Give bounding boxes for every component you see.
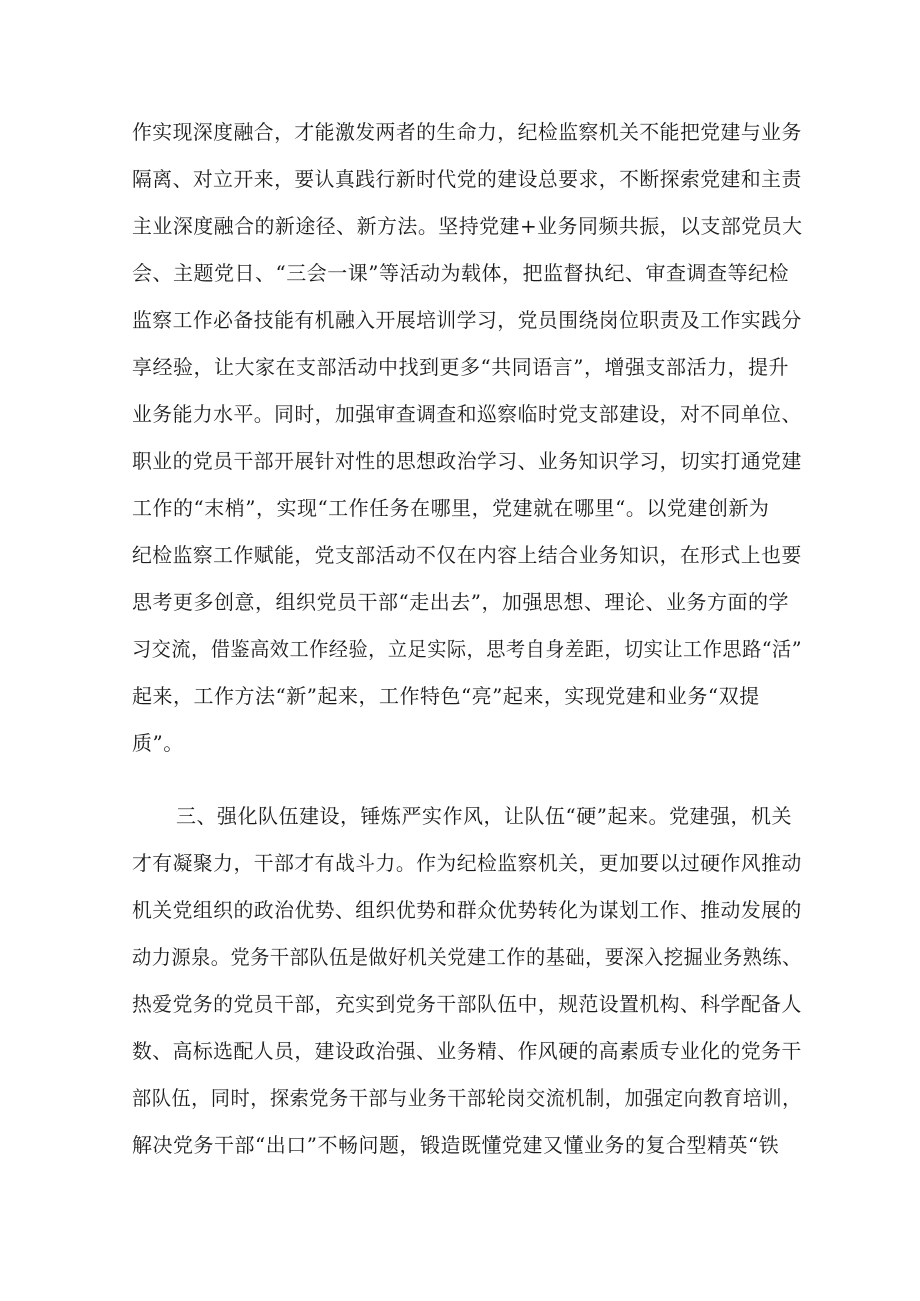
text-line: 数、高标选配人员，建设政治强、业务精、作风硬的高素质专业化的党务干 bbox=[132, 1039, 802, 1063]
text-line: 热爱党务的党员干部，充实到党务干部队伍中，规范设置机构、科学配备人 bbox=[132, 992, 802, 1016]
text-line: 纪检监察工作赋能，党支部活动不仅在内容上结合业务知识，在形式上也要 bbox=[132, 543, 802, 567]
text-line: 质”。 bbox=[132, 731, 184, 755]
text-line: 隔离、对立开来，要认真践行新时代党的建设总要求，不断探索党建和主责 bbox=[132, 167, 802, 191]
text-line: 机关党组织的政治优势、组织优势和群众优势转化为谋划工作、推动发展的 bbox=[132, 898, 802, 922]
text-line: 会、主题党日、“三会一课”等活动为载体，把监督执纪、审查调查等纪检 bbox=[132, 261, 789, 285]
text-line: 解决党务干部“出口”不畅问题，锻造既懂党建又懂业务的复合型精英“铁 bbox=[132, 1133, 780, 1157]
text-line: 业务能力水平。同时，加强审查调查和巡察临时党支部建设，对不同单位、 bbox=[132, 402, 802, 426]
text-line: 部队伍，同时，探索党务干部与业务干部轮岗交流机制，加强定向教育培训， bbox=[132, 1086, 802, 1110]
text-line: 监察工作必备技能有机融入开展培训学习，党员围绕岗位职责及工作实践分 bbox=[132, 308, 802, 332]
text-line: 享经验，让大家在支部活动中找到更多“共同语言”，增强支部活力，提升 bbox=[132, 355, 789, 379]
text-line: 职业的党员干部开展针对性的思想政治学习、业务知识学习，切实打通党建 bbox=[132, 449, 802, 473]
text-line: 动力源泉。党务干部队伍是做好机关党建工作的基础，要深入挖掘业务熟练、 bbox=[132, 945, 802, 969]
text-line: 习交流，借鉴高效工作经验，立足实际，思考自身差距，切实让工作思路“活” bbox=[132, 637, 803, 661]
text-line: 思考更多创意，组织党员干部“走出去”，加强思想、理论、业务方面的学 bbox=[132, 590, 789, 614]
text-line: 才有凝聚力，干部才有战斗力。作为纪检监察机关，更加要以过硬作风推动 bbox=[132, 851, 802, 875]
text-line: 工作的“末梢”，实现“工作任务在哪里，党建就在哪里“。以党建创新为 bbox=[132, 496, 770, 520]
text-line: 作实现深度融合，才能激发两者的生命力，纪检监察机关不能把党建与业务 bbox=[132, 120, 802, 144]
text-line: 主业深度融合的新途径、新方法。坚持党建+业务同频共振，以支部党员大 bbox=[132, 214, 803, 238]
text-line: 三、强化队伍建设，锤炼严实作风，让队伍“硬”起来。党建强，机关 bbox=[176, 804, 792, 828]
text-line: 起来，工作方法“新”起来，工作特色“亮”起来，实现党建和业务“双提 bbox=[132, 684, 760, 708]
